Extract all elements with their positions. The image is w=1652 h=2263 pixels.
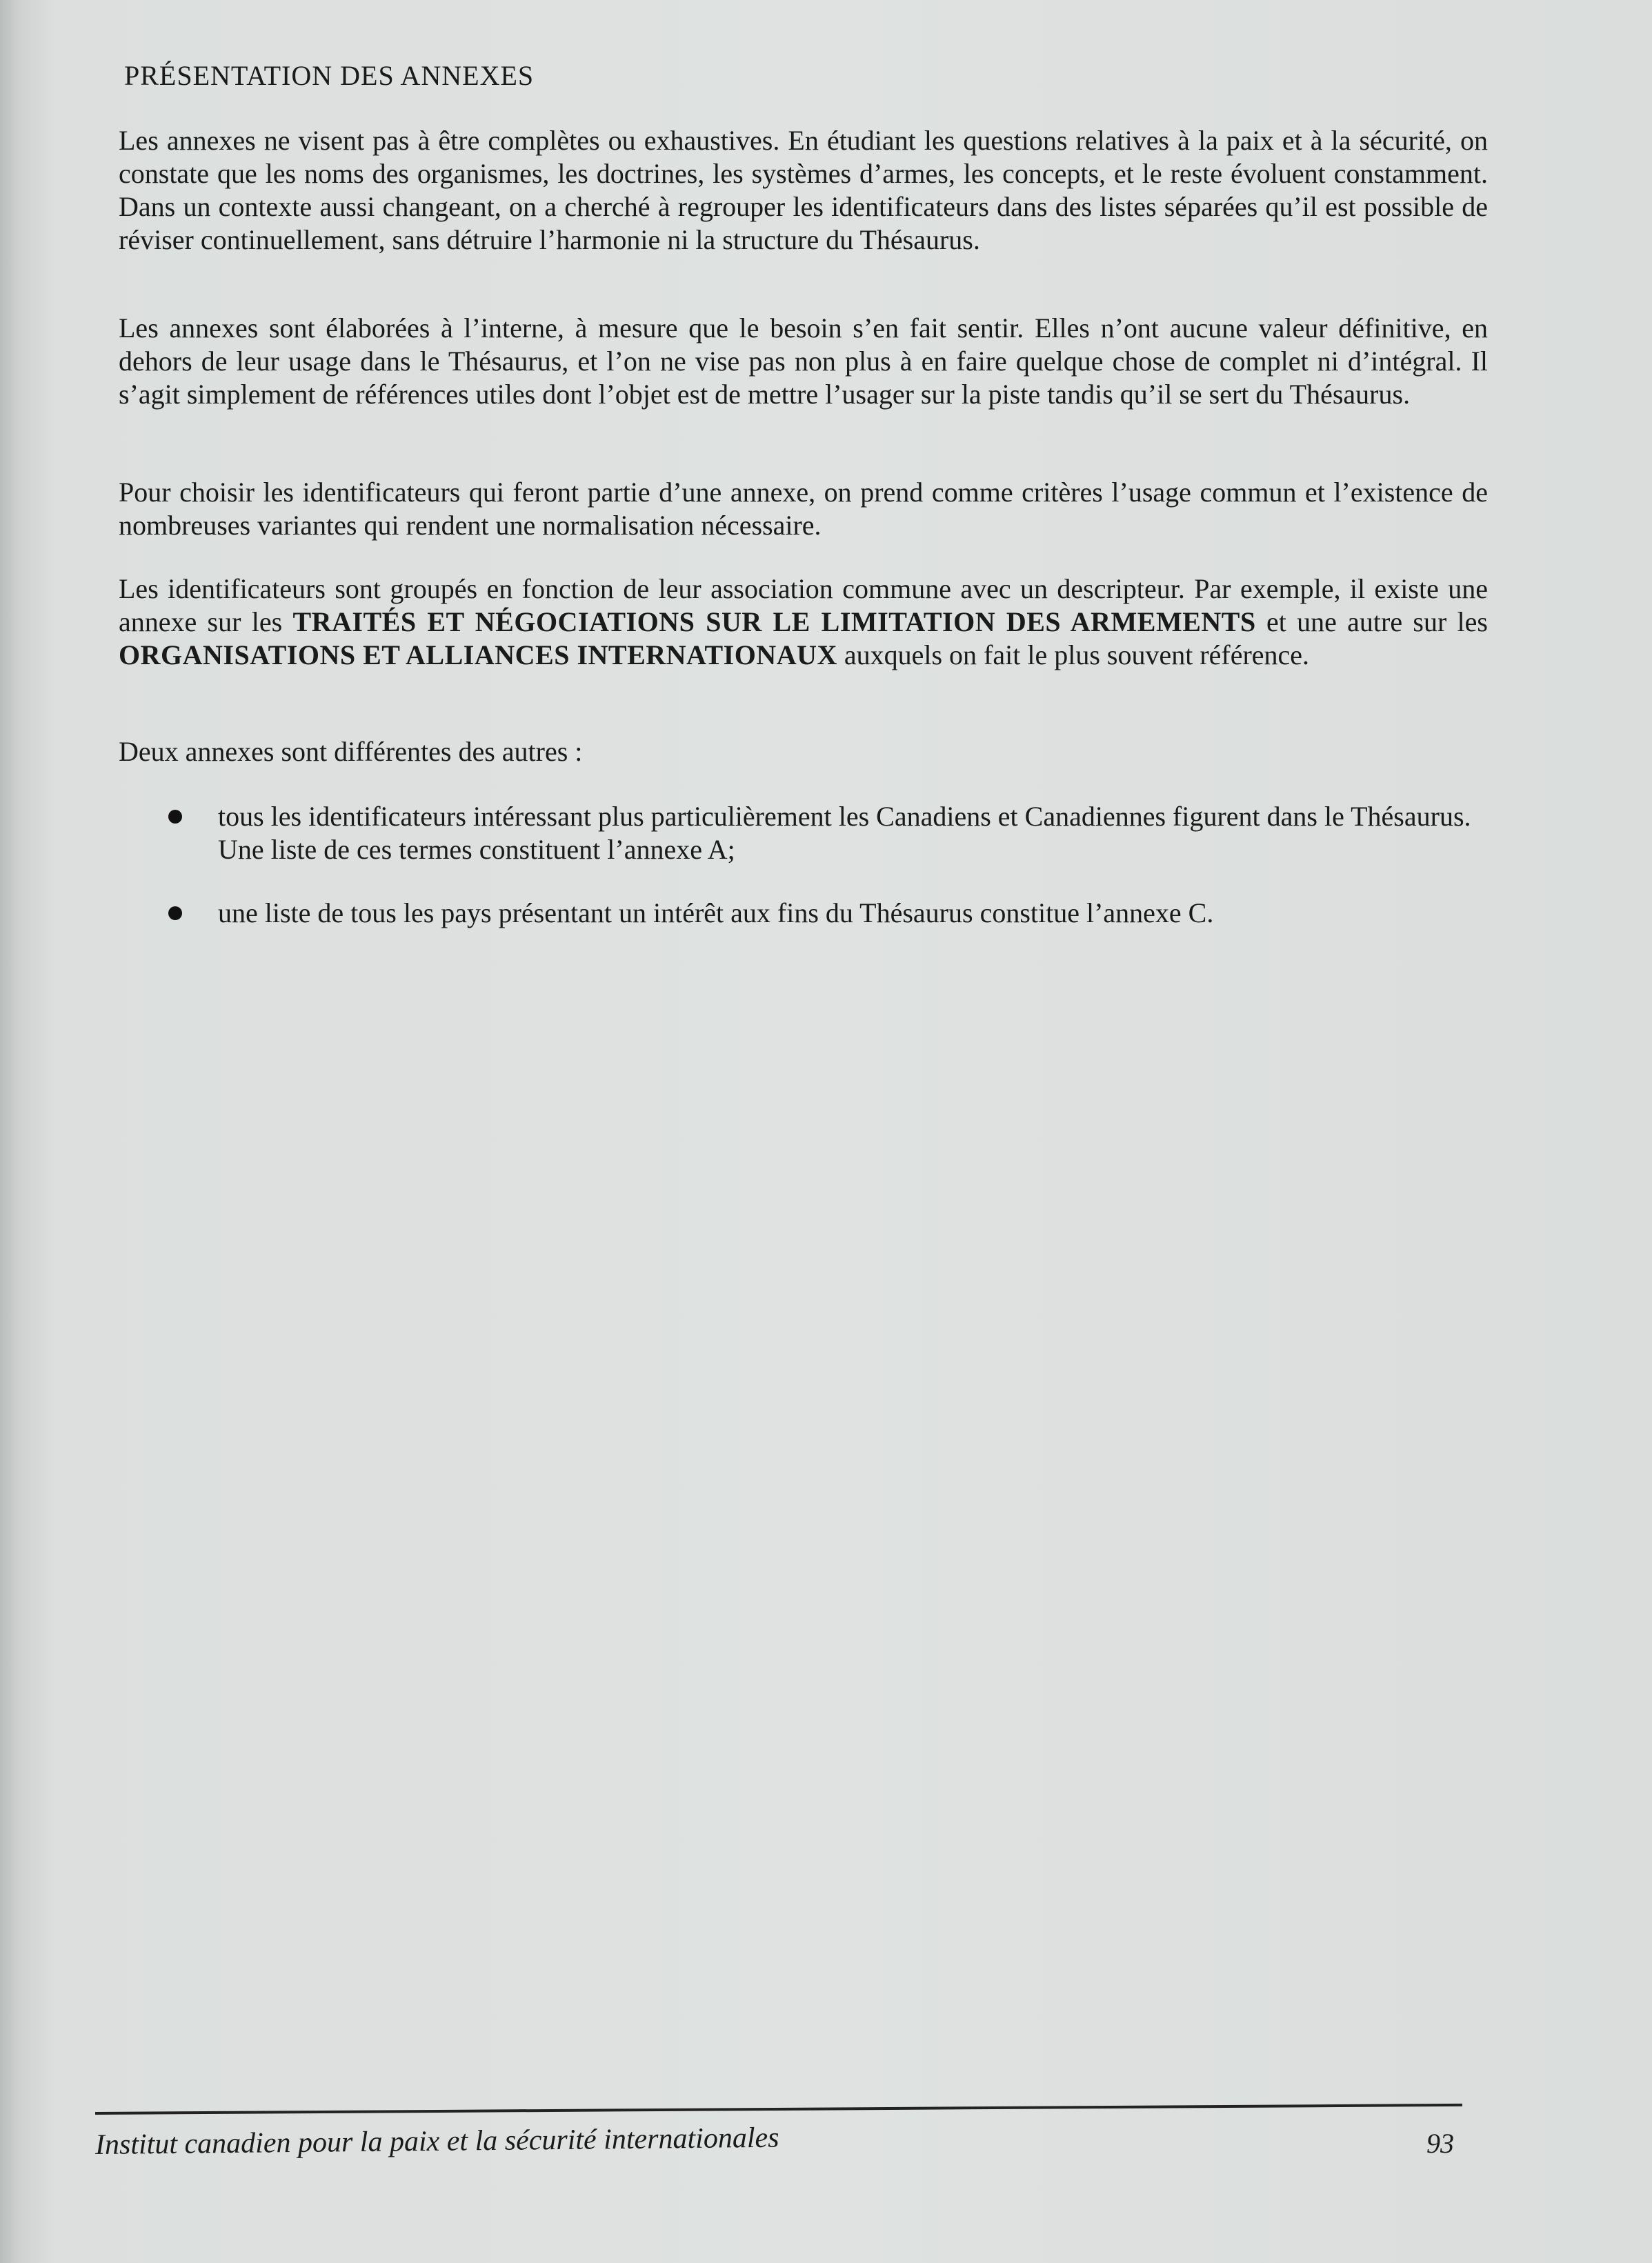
list-item bbox=[168, 800, 1487, 866]
paragraph-selection: Pour choisir les identificateurs qui feront partie d’une annexe, on prend comme critères l’usage commun et l’existence de nombreuses variantes qui rendent une normalisation nécessaire. bbox=[119, 477, 1488, 541]
annex-reference-organisations: ORGANISATIONS ET ALLIANCES INTERNATIONAUX bbox=[119, 639, 837, 670]
paragraph-grouping-text-1: Les identificateurs sont groupés en fonction de leur association commune avec un descripteur. Par exemple, il existe une annexe sur les bbox=[119, 573, 1488, 637]
paragraph-grouping bbox=[119, 572, 1488, 672]
footer-publisher: Institut canadien pour la paix et la sécurité internationales bbox=[94, 2122, 779, 2161]
paragraph-grouping-text-2: et une autre sur les bbox=[1255, 606, 1488, 637]
annex-reference-treaties: TRAITÉS ET NÉGOCIATIONS SUR LE LIMITATION DES ARMEMENTS bbox=[292, 606, 1256, 637]
page-number: 93 bbox=[1426, 2128, 1454, 2159]
footer-divider bbox=[95, 2104, 1462, 2115]
list-item bbox=[168, 897, 1487, 930]
list-item-text: tous les identificateurs intéressant plus particulièrement les Canadiens et Canadiennes figurent dans le Thésaurus. Une liste de ces termes constituent l’annexe A; bbox=[218, 801, 1471, 865]
page-title: PRÉSENTATION DES ANNEXES bbox=[124, 60, 535, 91]
list-item-text: une liste de tous les pays présentant un intérêt aux fins du Thésaurus constitue l’annexe C. bbox=[218, 897, 1214, 928]
paragraph-intro: Les annexes ne visent pas à être complètes ou exhaustives. En étudiant les questions relatives à la paix et à la sécurité, on constate que les noms des organismes, les doctrines, les systèmes d’armes, les concepts, et le reste évoluent constamment. Dans un contexte aussi changeant, on a cherché à regrouper les identificateurs dans des listes séparées qu’il est possible de réviser continuellement, sans détruire l’harmonie ni la structure du Thésaurus. bbox=[119, 125, 1488, 255]
paragraph-elaboration: Les annexes sont élaborées à l’interne, à mesure que le besoin s’en fait sentir. Elles n’ont aucune valeur définitive, en dehors de leur usage dans le Thésaurus, et l’on ne vise pas non plus à en faire quelque chose de complet ni d’intégral. Il s’agit simplement de références utiles dont l’objet est de mettre l’usager sur la piste tandis qu’il se sert du Thésaurus. bbox=[119, 312, 1488, 410]
paragraph-different-annexes: Deux annexes sont différentes des autres : bbox=[119, 736, 583, 767]
paragraph-grouping-text-3: auxquels on fait le plus souvent référence. bbox=[837, 639, 1310, 670]
bullet-icon bbox=[168, 810, 182, 824]
bullet-icon bbox=[168, 906, 182, 920]
